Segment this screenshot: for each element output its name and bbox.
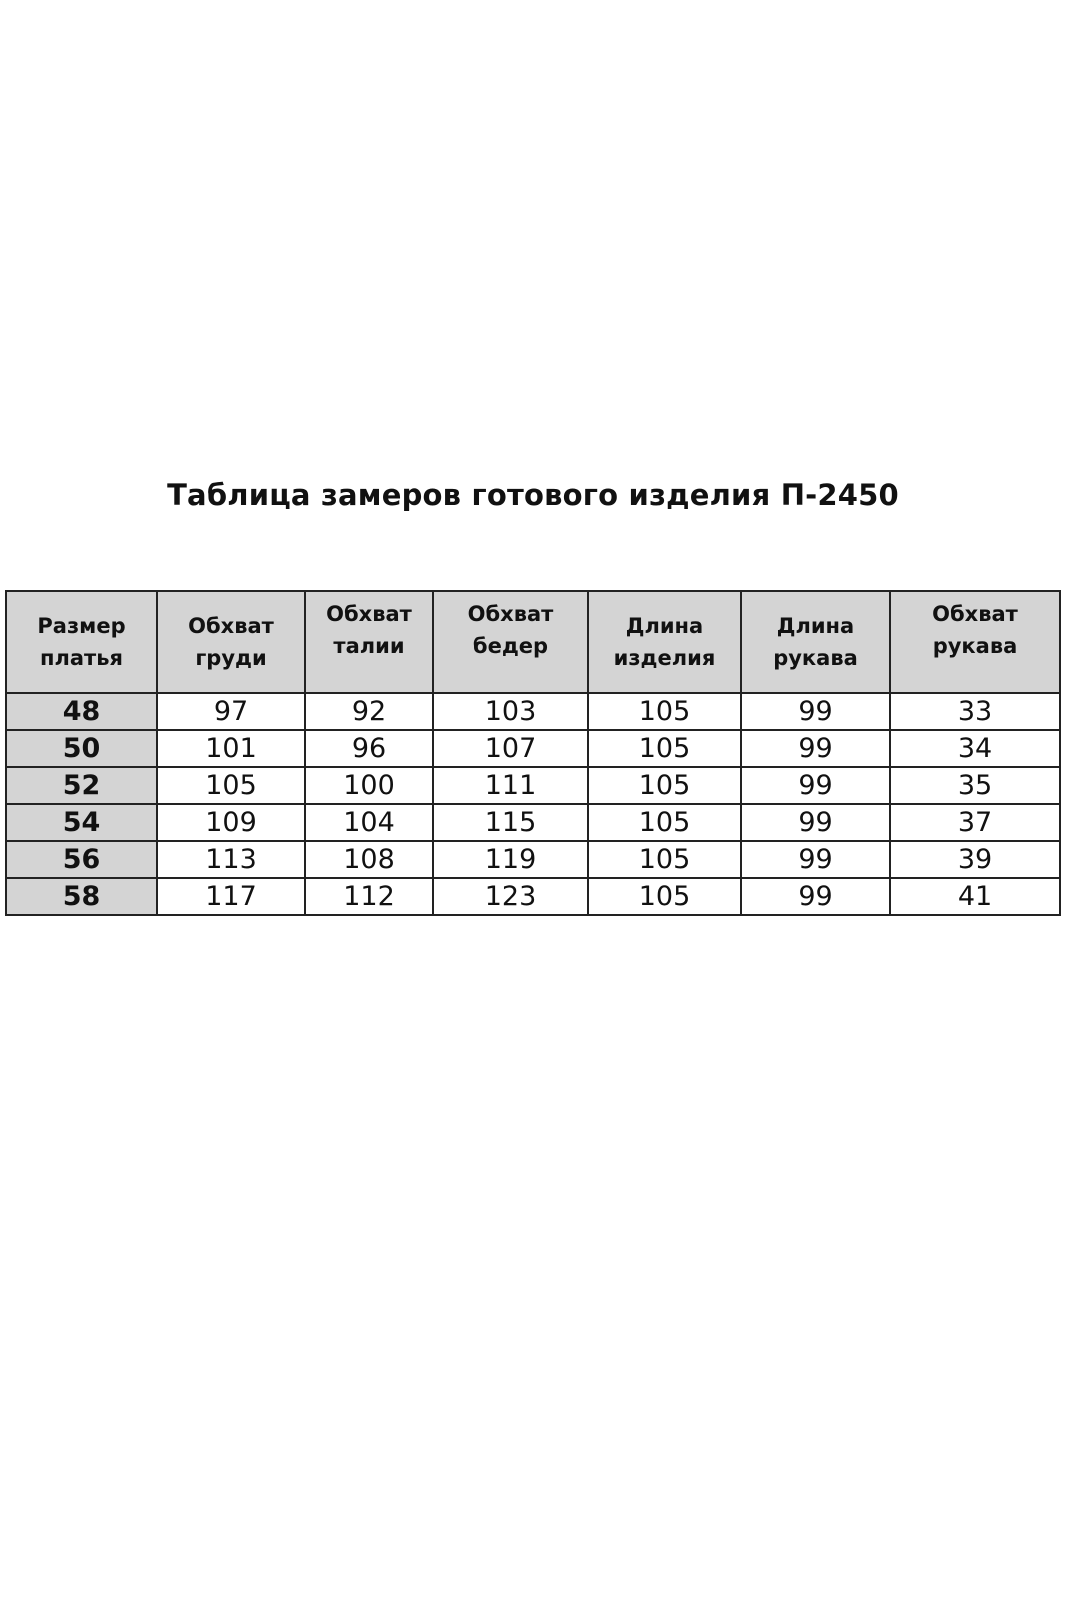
table-cell: 113: [157, 841, 305, 878]
table-row: [6, 841, 1060, 878]
table-cell: 101: [157, 730, 305, 767]
size-cell: 50: [6, 730, 157, 767]
table-cell: 105: [588, 730, 741, 767]
table-row: [6, 767, 1060, 804]
table-cell: 107: [433, 730, 588, 767]
header-sleeve-length: Длина рукава: [741, 591, 890, 693]
table-cell: 104: [305, 804, 433, 841]
table-cell: 115: [433, 804, 588, 841]
table-cell: 99: [741, 841, 890, 878]
table-cell: 35: [890, 767, 1060, 804]
table-cell: 112: [305, 878, 433, 915]
table-cell: 117: [157, 878, 305, 915]
table-cell: 103: [433, 693, 588, 730]
table-cell: 111: [433, 767, 588, 804]
size-cell: 56: [6, 841, 157, 878]
table-row: [6, 878, 1060, 915]
table-header-row: [6, 591, 1060, 693]
table-cell: 99: [741, 693, 890, 730]
header-chest: Обхват груди: [157, 591, 305, 693]
size-cell: 54: [6, 804, 157, 841]
size-chart-table: [5, 590, 1061, 916]
table-cell: 100: [305, 767, 433, 804]
size-cell: 58: [6, 878, 157, 915]
table-cell: 99: [741, 878, 890, 915]
table-cell: 105: [588, 767, 741, 804]
size-cell: 52: [6, 767, 157, 804]
table-cell: 105: [588, 878, 741, 915]
header-hips: Обхват бедер: [433, 591, 588, 693]
table-cell: 123: [433, 878, 588, 915]
header-sleeve-girth: Обхват рукава: [890, 591, 1060, 693]
table-row: [6, 730, 1060, 767]
table-cell: 97: [157, 693, 305, 730]
header-length: Длина изделия: [588, 591, 741, 693]
table-cell: 105: [588, 804, 741, 841]
page-title: Таблица замеров готового изделия П-2450: [167, 478, 899, 512]
table-cell: 34: [890, 730, 1060, 767]
table-cell: 119: [433, 841, 588, 878]
table-cell: 33: [890, 693, 1060, 730]
table-cell: 108: [305, 841, 433, 878]
table-cell: 99: [741, 804, 890, 841]
table-row: [6, 804, 1060, 841]
table-cell: 41: [890, 878, 1060, 915]
table-cell: 105: [588, 693, 741, 730]
table-cell: 37: [890, 804, 1060, 841]
size-cell: 48: [6, 693, 157, 730]
table-cell: 92: [305, 693, 433, 730]
table-cell: 96: [305, 730, 433, 767]
table-cell: 105: [588, 841, 741, 878]
table-cell: 109: [157, 804, 305, 841]
header-size: Размер платья: [6, 591, 157, 693]
table-cell: 105: [157, 767, 305, 804]
table-row: [6, 693, 1060, 730]
table-cell: 99: [741, 730, 890, 767]
header-waist: Обхват талии: [305, 591, 433, 693]
table-cell: 39: [890, 841, 1060, 878]
table-cell: 99: [741, 767, 890, 804]
